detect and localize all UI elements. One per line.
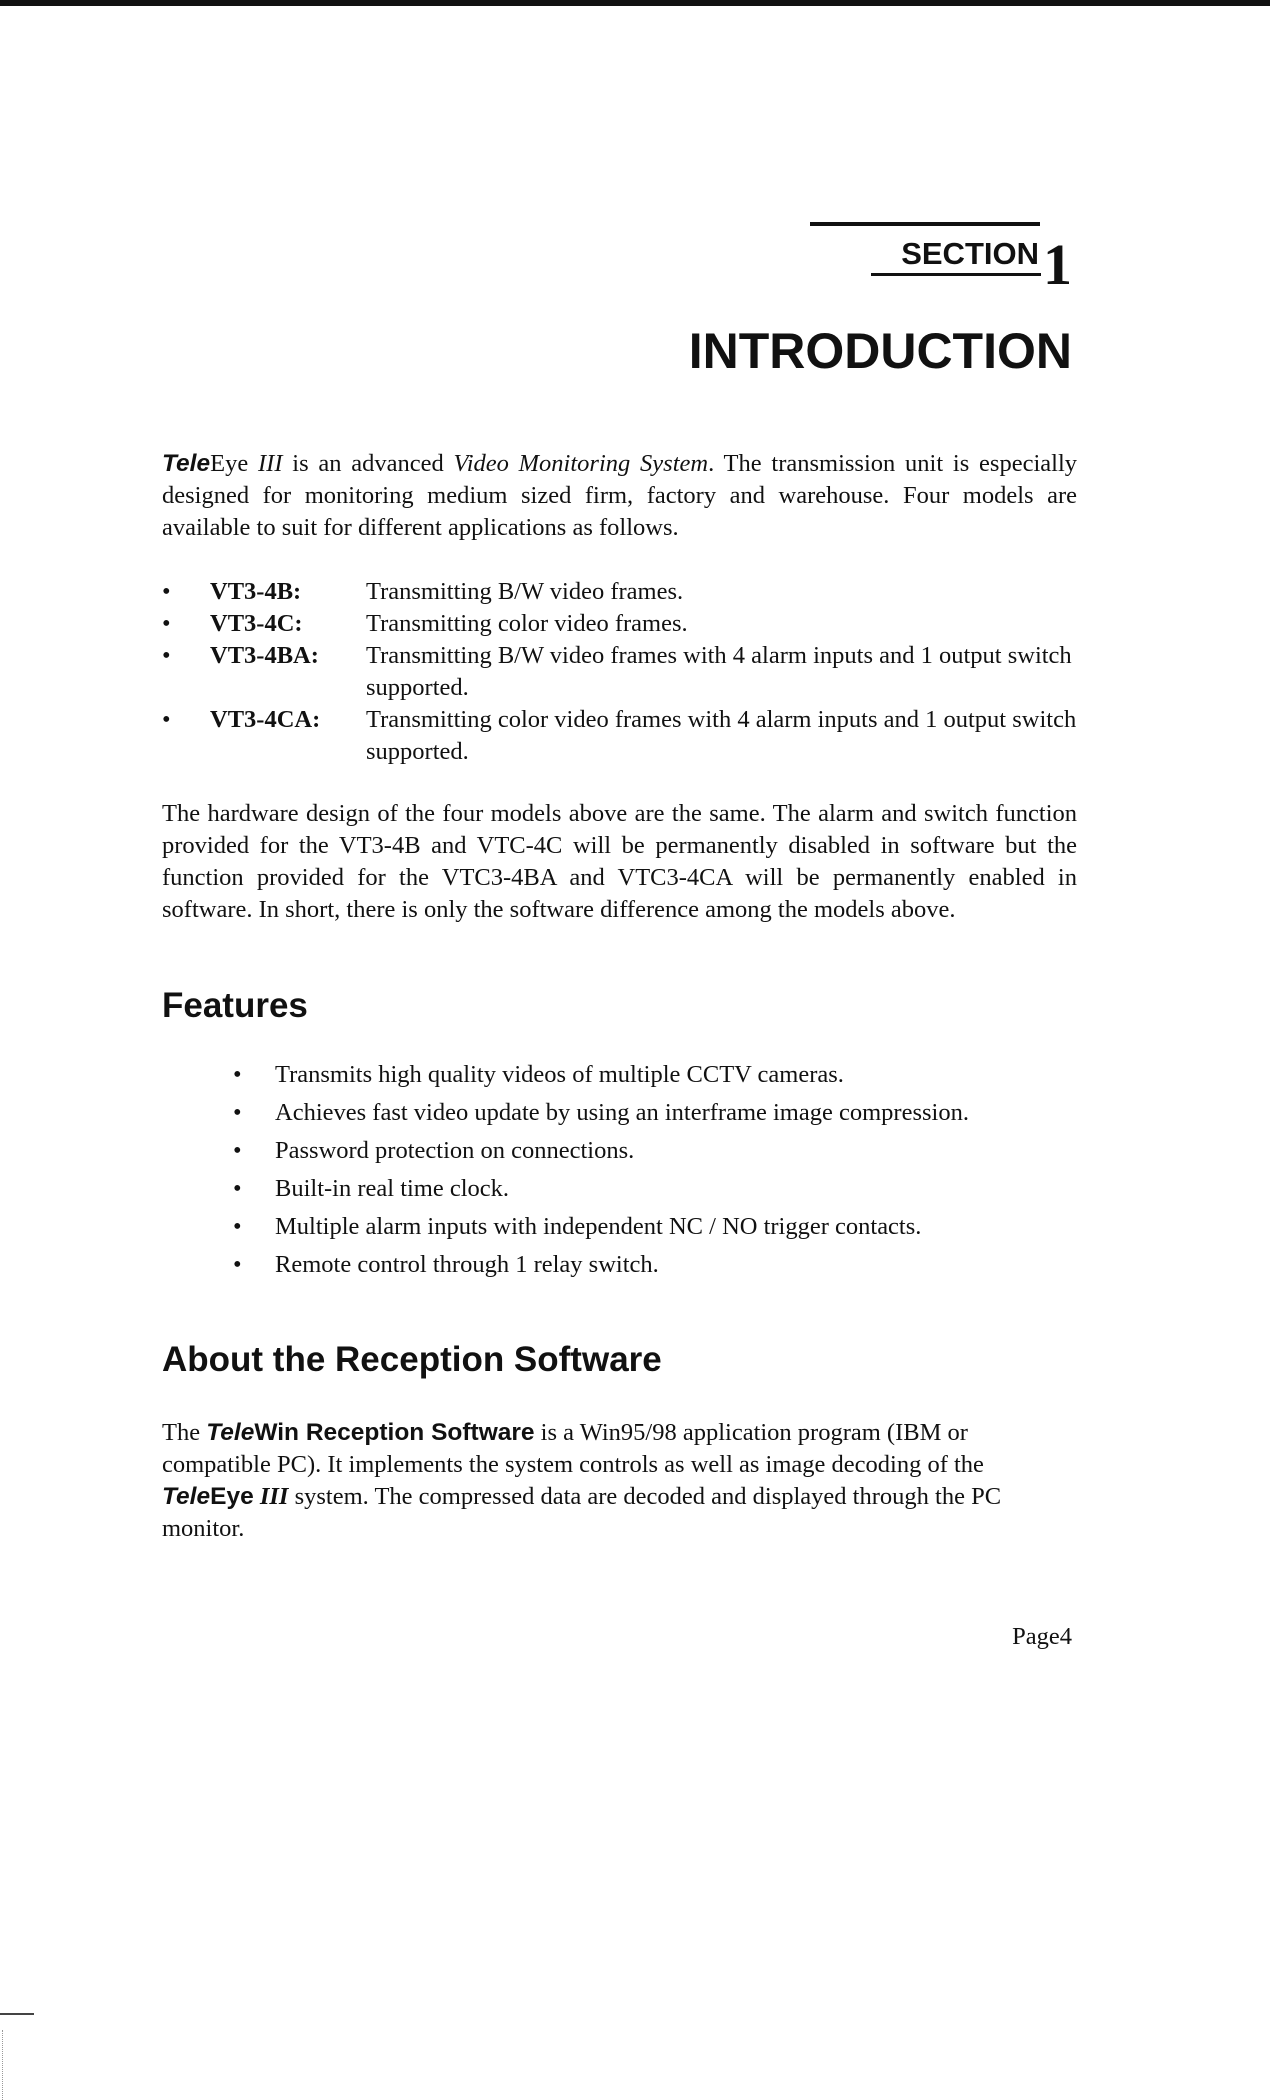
list-item	[162, 704, 1077, 768]
win-suffix: Win	[254, 1419, 300, 1446]
list-item	[233, 1170, 969, 1208]
list-item	[233, 1094, 969, 1132]
model-desc: Transmitting B/W video frames with 4 alarm inputs and 1 output switch supported.	[366, 642, 1072, 701]
model-desc: Transmitting color video frames with 4 alarm inputs and 1 output switch supported.	[366, 706, 1077, 765]
model-name: VT3-4CA	[210, 706, 313, 733]
bullet-icon: •	[233, 1099, 242, 1126]
feature-text: Achieves fast video update by using an interframe image compression.	[275, 1099, 969, 1126]
section-number: 1	[1043, 232, 1072, 297]
margin-dotted-line	[2, 2030, 3, 2100]
bullet-icon: •	[233, 1137, 242, 1164]
brand-prefix: Tele	[206, 1419, 255, 1446]
software-name: Reception Software	[299, 1419, 535, 1446]
top-border-rule	[0, 0, 1270, 6]
section-top-rule	[810, 222, 1040, 226]
brand-prefix-2: Tele	[162, 1483, 211, 1510]
bullet-icon: •	[162, 706, 171, 733]
product-version: III	[258, 450, 283, 477]
feature-text: Password protection on connections.	[275, 1137, 635, 1164]
intro-text-1: is an advanced	[282, 450, 454, 477]
intro-text-2: . The transmission unit is especially designed for monitoring medium sized firm, factory and warehouse. Four models are available to suit for different applications as follows.	[162, 450, 1077, 541]
bullet-icon: •	[233, 1061, 242, 1088]
feature-text: Built-in real time clock.	[275, 1175, 510, 1202]
list-item	[233, 1246, 969, 1284]
bullet-icon: •	[162, 610, 171, 637]
section-label: SECTION	[871, 238, 1041, 276]
bullet-icon: •	[233, 1251, 242, 1278]
list-item	[162, 608, 1077, 640]
model-name-wrap: VT3-4BA:	[210, 642, 319, 669]
about-heading: About the Reception Software	[162, 1340, 662, 1379]
page-number: Page4	[1012, 1623, 1072, 1650]
model-desc: Transmitting color video frames.	[366, 610, 688, 637]
about-paragraph	[162, 1417, 1077, 1545]
model-name: VT3-4B	[210, 578, 294, 605]
model-name: VT3-4C	[210, 610, 295, 637]
model-desc: Transmitting B/W video frames.	[366, 578, 684, 605]
model-name: VT3-4BA	[210, 642, 311, 669]
feature-text: Multiple alarm inputs with independent NC / NO trigger contacts.	[275, 1213, 922, 1240]
list-item	[162, 576, 1077, 608]
bullet-icon: •	[162, 578, 171, 605]
feature-text: Remote control through 1 relay switch.	[275, 1251, 659, 1278]
model-name-wrap: VT3-4C:	[210, 610, 303, 637]
eye-suffix: Eye	[210, 1483, 254, 1510]
list-item	[233, 1208, 969, 1246]
model-name-wrap: VT3-4CA:	[210, 706, 321, 733]
about-text-1: The	[162, 1419, 207, 1446]
intro-paragraph	[162, 448, 1077, 544]
about-text-2: is a Win95/98 application program (IBM or compatible PC). It implements the system controls as well as image decoding of the	[162, 1419, 984, 1478]
list-item	[233, 1056, 969, 1094]
about-text-3: system. The compressed data are decoded and displayed through the PC monitor.	[162, 1483, 1002, 1542]
system-name: Video Monitoring System	[453, 450, 709, 477]
list-item	[233, 1132, 969, 1170]
list-item	[162, 640, 1077, 704]
feature-list	[233, 1056, 969, 1284]
bullet-icon: •	[233, 1175, 242, 1202]
margin-mark	[0, 2013, 34, 2015]
model-list	[162, 576, 1077, 768]
model-name-wrap: VT3-4B:	[210, 578, 302, 605]
brand-suffix: Eye	[210, 450, 249, 477]
section-header	[871, 232, 1072, 297]
feature-text: Transmits high quality videos of multiple CCTV cameras.	[275, 1061, 844, 1088]
product-version-2: III	[259, 1483, 289, 1510]
brand-prefix: Tele	[162, 450, 211, 477]
page-title: INTRODUCTION	[688, 323, 1072, 379]
bullet-icon: •	[162, 642, 171, 669]
features-heading: Features	[162, 986, 308, 1025]
bullet-icon: •	[233, 1213, 242, 1240]
hardware-paragraph: The hardware design of the four models above are the same. The alarm and switch function provided for the VT3-4B and VTC-4C will be permanently disabled in software but the function provided for the VTC3-4BA and VTC3-4CA will be permanently enabled in software. In short, there is only the software difference among the models above.	[162, 800, 1077, 923]
